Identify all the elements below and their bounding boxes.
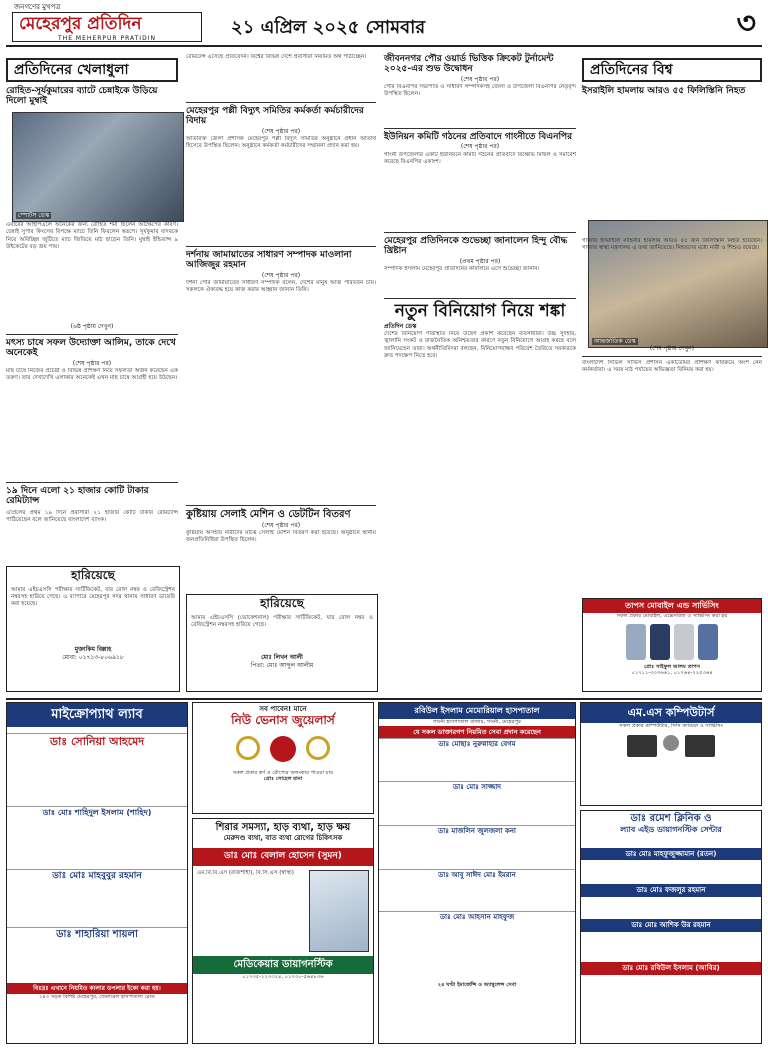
lost-notice-body: আমার এইচএসসি পরীক্ষার সার্টিফিকেট, যার রোল নম্বর ও রেজিস্ট্রেশন নম্বরসহ হারিয়ে গেছে। এ ব্যাপারে মেহেরপুর সদর থানায় সাধারণ ডায়েরি করা হয়েছে। xyxy=(11,586,175,608)
jamaat-body: দর্শনা পৌর জামায়াতের সাধারণ সম্পাদক বলেন, দেশের মানুষ আজ পরিবর্তন চায়। সকলকে ঐক্যবদ্ধ হয়ে কাজ করার আহ্বান জানান তিনি। xyxy=(186,280,376,294)
jewellers-desc: সকল প্রকার স্বর্ণ ও রৌপ্যের অলংকার পাওয়া যায় xyxy=(232,769,334,776)
lost-notice-title: হারিয়েছে xyxy=(71,568,115,582)
computers-ad xyxy=(580,702,762,806)
hospital-footer: ২৪ ঘণ্টা ইমার্জেন্সি ও অ্যাম্বুলেন্স সেবা xyxy=(437,982,517,989)
doctor-name: ডাঃ শাহারিয়া শায়লা xyxy=(7,927,187,943)
lab-aid-doctor: ডাঃ মোঃ রবিউল ইসলাম (আবির) xyxy=(581,962,761,975)
power-coop-headline: মেহেরপুর পল্লী বিদ্যুৎ সমিতির কর্মকর্তা কর্মচারীদের বিদায় xyxy=(186,106,364,127)
lost-notice-center-name: মোঃ লিখন আলী xyxy=(261,653,303,661)
lab-aid-title: ডাঃ রমেশ ক্লিনিক ও xyxy=(630,813,712,824)
phone-icon xyxy=(626,624,646,660)
doctor-photo xyxy=(309,870,369,952)
lost-notice-left xyxy=(6,566,180,692)
lab-aid-title2: ল্যাব এইড ডায়াগনস্টিক সেন্টার xyxy=(620,824,722,834)
jewellers-ad xyxy=(192,702,374,814)
medicare-diagnostic-phone: ০১৭৩৫-২২৩৩২৪, ০১৭৩০-৫৬৪৮৩৬ xyxy=(242,974,324,980)
lost-notice-phone: মোবা: ০১৭১৩-৮০৬৯১৮ xyxy=(62,654,124,662)
micropath-lab-title: মাইক্রোপ্যাথ ল্যাব xyxy=(7,703,187,727)
micropath-lab-address: ২৪৩ সড়ক বিশিষ্ট মেহেরপুর, জেনারেল হাসপাতাল রোড xyxy=(39,994,155,1001)
greetings-body: সম্পাদক ইসলাম মেহেরপুর প্রতিদিনের কার্যালয়ে এসে শুভেচ্ছা জানান। xyxy=(384,266,540,273)
ortho-clinic-ad xyxy=(192,818,374,1044)
mobile-shop-owner: প্রোঃ সাইফুল আলম তাপস xyxy=(643,663,701,670)
cricket-tournament-body: পৌর বিএনপির সভাপতি ও সাধারণ সম্পাদকসহ জেলা ও উপজেলা বিএনপির নেতৃবৃন্দ উপস্থিত ছিলেন। xyxy=(384,84,576,98)
gaza-photo-caption: আন্তর্জাতিক ডেস্ক xyxy=(594,337,636,345)
ring-icon xyxy=(236,736,260,760)
power-coop-continued: (শেষ পৃষ্ঠার পর) xyxy=(261,127,301,135)
cricket-tournament-headline: জীবননগর পৌর ওয়ার্ড ভিত্তিক ক্রিকেট টুর্নামেন্ট ২০২৫-এর শুভ উদ্বোধন xyxy=(384,54,554,75)
sports-continued: (৬ষ্ঠ পৃষ্ঠায় দেখুন) xyxy=(70,323,114,330)
hospital-doctor: ডাঃ আবু সাঈদ মোঃ ইমরান xyxy=(379,869,575,881)
newspaper-name: মেহেরপুর প্রতিদিন xyxy=(19,14,142,34)
phone-icon xyxy=(698,624,718,660)
gaza-headline: ইসরাইলি হামলায় আরও ৫৫ ফিলিস্তিনি নিহত xyxy=(582,86,746,96)
phone-icon xyxy=(650,624,670,660)
hospital-doctor: ডাঃ মোছাঃ নুরুন্নাহার বেগম xyxy=(379,738,575,750)
issue-date: ২১ এপ্রিল ২০২৫ সোমবার xyxy=(231,17,426,38)
lost-notice-center-title: হারিয়েছে xyxy=(260,596,304,610)
newspaper-logo xyxy=(12,12,202,42)
lab-aid-ad xyxy=(580,810,762,1044)
mobile-shop-title: তাপস মোবাইল এন্ড সার্ভিসিং xyxy=(583,599,761,613)
world-section-header: প্রতিদিনের বিশ্ব xyxy=(582,58,762,82)
remittance-headline: ১৯ দিনে এলো ২১ হাজার কোটি টাকার রেমিট্যান্স xyxy=(6,486,149,507)
doctor-name: ডাঃ সোনিয়া আহমেদ xyxy=(7,733,187,750)
newspaper-name-en: THE MEHERPUR PRATIDIN xyxy=(58,35,156,43)
lost-notice-center-body: আমার এইচএসসি (ভোকেশনাল) পরীক্ষার সার্টিফিকেট, যার রোল নম্বর ও রেজিস্ট্রেশন নম্বরসহ হারিয়ে গেছে। xyxy=(191,614,373,629)
phone-images xyxy=(583,624,761,660)
ortho-clinic-title: শিরার সমস্যা, হাড় ব্যথা, হাড় ক্ষয় xyxy=(215,822,351,833)
hospital-ad xyxy=(378,702,576,1044)
ortho-doctor-name: ডাঃ মোঃ বেলাল হোসেন (সুমন) xyxy=(193,848,373,865)
doctor-name: ডাঃ মোঃ শাহিদুল ইসলাম (শাহিদ) xyxy=(7,806,187,819)
jewellery-images xyxy=(193,736,373,762)
union-committee-body: গাংনী উপজেলার একটি ইউনিয়নে কমিটি গঠনের প্রতিবাদে বিক্ষোভ মিছিল ও সমাবেশ করেছে বিএনপির একাংশ। xyxy=(384,151,576,166)
owner-photo xyxy=(270,736,296,762)
investment-byline: প্রতিদিন ডেস্ক xyxy=(384,322,417,330)
union-committee-continued: (শেষ পৃষ্ঠার পর) xyxy=(460,143,500,151)
jewellers-tag: সব পাবেন! মানে xyxy=(259,705,307,713)
photo-caption: স্পোর্টস ডেস্ক xyxy=(18,211,50,219)
lab-aid-doctor: ডাঃ মোঃ আশিক উর রহমান xyxy=(581,919,761,932)
lost-notice-center-father: পিতা: মোঃ আব্দুল আলীম xyxy=(250,662,314,670)
sports-article-body: এবারের আইপিএলে অনেকের জন্য রোহিত শর্মা ছিলেন আক্ষেপের কারণ। চেন্নাই সুপার কিংসের বিপক্ষে ম্যাচে তিনি ফিরলেন স্বরূপে। সূর্যকুমার যাদবকে নিয়ে অবিচ্ছিন্ন জুটিতে ম্যাচ জিতিয়ে মাঠ ছাড়েন তিনি। মুম্বাই ইন্ডিয়ান্স ৯ উইকেটের বড় জয় পায়। xyxy=(6,222,178,250)
greetings-continued: (প্রথম পৃষ্ঠার পর) xyxy=(459,257,501,265)
medicare-diagnostic-title: মেডিকেয়ার ডায়াগনস্টিক xyxy=(193,956,373,975)
masthead xyxy=(6,3,762,47)
micropath-lab-ad xyxy=(6,702,188,1044)
sewing-machine-body: কুষ্টিয়ায় অসহায় নারীদের মাঝে সেলাই মেশিন বিতরণ করা হয়েছে। অনুষ্ঠানে স্থানীয় জনপ্রতিনিধিরা উপস্থিত ছিলেন। xyxy=(186,530,376,544)
greetings-headline: মেহেরপুর প্রতিদিনকে শুভেচ্ছা জানালেন হিন্দু বৌদ্ধ খ্রিষ্টান xyxy=(384,236,568,257)
hospital-address: গাংনী হাসপাতাল বাজার, গাংনী, মেহেরপুর xyxy=(433,719,521,725)
investment-body: দেশের বিনিয়োগ পরিস্থিতি নিয়ে উদ্বেগ প্রকাশ করেছেন ব্যবসায়ীরা। উচ্চ সুদহার, জ্বালানি সংকট ও রাজনৈতিক অনিশ্চয়তার কারণে নতুন বিনিয়োগে আগ্রহ কমছে বলে জানিয়েছেন তারা। অর্থনীতিবিদরা বলছেন, বিনিয়োগবান্ধব পরিবেশ তৈরিতে সরকারকে দ্রুত পদক্ষেপ নিতে হবে। xyxy=(384,331,576,359)
cricket-tournament-continued: (শেষ পৃষ্ঠার পর) xyxy=(460,75,500,83)
sewing-machine-headline: কুষ্টিয়ায় সেলাই মেশিন ও ডেটটিন বিতরণ xyxy=(186,509,351,520)
cricket-photo xyxy=(12,112,184,222)
computers-desc: সকল প্রকার কম্পিউটার, সিসি ক্যামেরা ও সার্ভিসিং xyxy=(619,722,723,729)
hospital-doctor: ডাঃ মোঃ সাজ্জাদ xyxy=(379,781,575,793)
lost-notice-name: মুক্তাকিম বিল্লাহ xyxy=(74,645,112,653)
mobile-shop-phone: ০১৭১১-৩৩৩৬৬১, ০১৭৬৪-২২৫৩৬৪ xyxy=(631,670,713,676)
fish-farm-headline: মৎস্য চাষে সফল উদ্যোক্তা আলিম, তাকে দেখে অনেকেই xyxy=(6,338,176,359)
camera-icon xyxy=(663,735,679,751)
sports-headline: রোহিত-সূর্যকুমারের ব্যাটে চেন্নাইকে উড়িয়ে দিলো মুম্বাই xyxy=(6,86,158,107)
computers-title: এম.এস কম্পিউটার্স xyxy=(581,703,761,723)
hospital-title: রবিউল ইসলাম মেমোরিয়াল হাসপাতাল xyxy=(379,703,575,719)
power-coop-body: অতিরিক্ত জেলা প্রশাসক মেহেরপুর পল্লী বিদ্যুৎ সমিতির অনুষ্ঠানে প্রধান অতিথি হিসেবে উপস্থিত ছিলেন। অনুষ্ঠানে কর্মকর্তা কর্মচারীদের সম্মাননা প্রদান করা হয়। xyxy=(186,136,376,150)
phone-icon xyxy=(674,624,694,660)
jewellers-owner: প্রোঃ সোহেল রানা xyxy=(263,776,303,783)
mobile-shop-desc: সকল প্রকার মোবাইল, এক্সেসরিজ ও সার্ভিসিং করা হয় xyxy=(616,613,728,619)
investment-headline: নতুন বিনিয়োগ নিয়ে শঙ্কা xyxy=(394,301,566,321)
monitor-icon xyxy=(627,735,657,757)
sewing-machine-continued: (শেষ পৃষ্ঠার পর) xyxy=(261,521,301,529)
fish-farm-continued: (শেষ পৃষ্ঠার পর) xyxy=(72,359,112,367)
jamaat-continued: (শেষ পৃষ্ঠার পর) xyxy=(261,271,301,279)
mobile-shop-ad xyxy=(582,598,762,692)
hospital-doctor: ডাঃ মোঃ আহসান মাহফুজ xyxy=(379,911,575,923)
lost-notice-center xyxy=(186,594,378,692)
ortho-clinic-subtitle: মেরুদণ্ড ব্যথা, বাত ব্যথা রোগের চিকিৎসক xyxy=(223,833,343,842)
fish-farm-body: মাছ চাষে নিজের প্রচেষ্টা ও বিভিন্ন প্রশিক্ষণ নিয়ে সফলতা অর্জন করেছেন এক তরুণ। তার দেখাদেখি এলাকার অনেকেই এখন মাছ চাষে আগ্রহী হয়ে উঠছেন। xyxy=(6,368,178,382)
doctor-name: ডাঃ মোঃ মাহবুবুর রহমান xyxy=(7,869,187,883)
jamaat-headline: দর্শনায় জামায়াতের সাধারণ সম্পাদক মাওলানা আজিজুর রহমান xyxy=(186,250,352,271)
hospital-note: যে সকল ডাক্তারগণ নিয়মিত সেবা প্রদান করেছেন xyxy=(379,726,575,738)
sports-section-header: প্রতিদিনের খেলাধুলা xyxy=(6,58,178,82)
micropath-lab-footer: বিঃদ্রঃ এখানে নিয়মিত কালার ডপলার ইকো করা হয়। xyxy=(7,983,187,995)
masthead-tagline: জনগণের মুখপত্র xyxy=(14,3,61,11)
remittance-intro: রেমিটেন্স এসেছে প্রতিবেদন। বিশ্বের বিভিন্ন দেশে প্রবাসীরা নিয়মিত অর্থ পাঠাচ্ছেন। xyxy=(186,54,367,60)
lab-aid-doctor: ডাঃ মোঃ ফজলুর রহমান xyxy=(581,884,761,897)
ortho-doctor-degree: এম.বি.বি.এস (রাজশাহী), বি.সি.এস (স্বাস্থ্য) xyxy=(197,869,294,876)
hospital-doctor: ডাঃ মাজলিন জুলজলা কনা xyxy=(379,825,575,837)
civil-service-body: বাংলাদেশ সিভিল সার্ভিস প্রশাসন একাডেমির প্রশিক্ষণ কার্যক্রমে অংশ নেন কর্মকর্তারা। এ সময় মাঠ পর্যায়ের অভিজ্ঞতা বিনিময় করা হয়। xyxy=(582,360,762,374)
jewellers-title: নিউ ভেনাস জুয়েলার্স xyxy=(231,712,335,727)
lab-aid-doctor: ডাঃ মোঃ মাহফুজুজ্জামান (রতন) xyxy=(581,848,761,861)
gaza-continued: (শেষ পৃষ্ঠায় দেখুন) xyxy=(649,345,695,352)
ring-icon xyxy=(306,736,330,760)
remittance-body: এপ্রিলের প্রথম ১৯ দিনে প্রবাসীরা ২১ হাজার কোটি টাকার রেমিট্যান্স পাঠিয়েছেন বলে জানিয়েছে বাংলাদেশ ব্যাংক। xyxy=(6,509,178,523)
page-number: ৩ xyxy=(736,6,756,41)
gaza-article-body: গাজায় ইসরাইলি বাহিনীর হামলায় আরও ৫৫ জন ফিলিস্তিনি নিহত হয়েছেন। গাজার স্বাস্থ্য মন্ত্রণালয় এ তথ্য জানিয়েছে। নিহতদের মধ্যে নারী ও শিশুও রয়েছে। xyxy=(582,238,762,252)
computer-images xyxy=(581,735,761,757)
printer-icon xyxy=(685,735,715,757)
union-committee-headline: ইউনিয়ন কমিটি গঠনের প্রতিবাদে গাংনীতে বিএনপির xyxy=(384,132,573,142)
